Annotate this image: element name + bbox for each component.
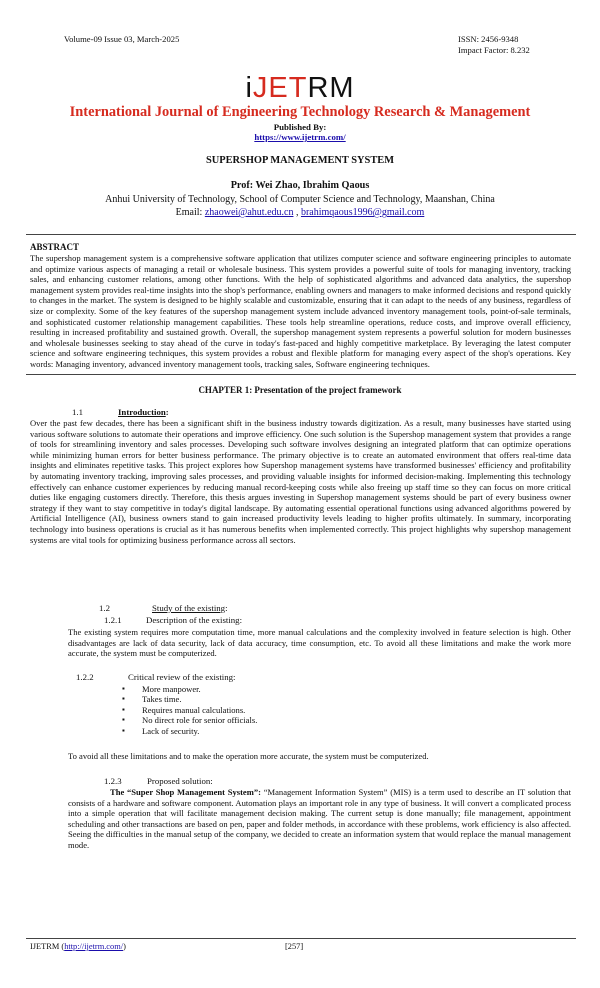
footer-divider xyxy=(26,938,576,939)
section-1-2-2-title: Critical review of the existing: xyxy=(128,672,236,682)
section-1-2-3-number: 1.2.3 xyxy=(104,776,122,786)
paper-authors: Prof: Wei Zhao, Ibrahim Qaous xyxy=(230,180,370,191)
published-by: Published By: xyxy=(273,122,327,132)
section-1-2-title: Study of the existing xyxy=(152,603,226,613)
paper-title: SUPERSHOP MANAGEMENT SYSTEM xyxy=(205,155,395,166)
logo-suffix: RM xyxy=(307,72,355,104)
list-item: ▪ Lack of security. xyxy=(122,726,257,736)
proposed-solution-text xyxy=(68,787,571,851)
page-number: [257] xyxy=(285,942,304,951)
section-1-1-title: Introduction xyxy=(118,407,166,417)
critical-review-conclusion: To avoid all these limitations and to make the operation more accurate, the system must be computerized. xyxy=(68,751,429,761)
impact-factor: Impact Factor: 8.232 xyxy=(458,45,530,55)
chapter-heading: CHAPTER 1: Presentation of the project framework xyxy=(198,385,402,395)
footer-journal-link[interactable]: http://ijetrm.com/ xyxy=(64,942,124,951)
journal-url-link[interactable]: https://www.ijetrm.com/ xyxy=(254,132,346,142)
journal-name: International Journal of Engineering Technology Research & Management xyxy=(69,104,531,120)
volume-issue: Volume-09 Issue 03, March-2025 xyxy=(64,34,180,44)
logo-prefix: i xyxy=(245,72,253,104)
list-item: ▪ More manpower. xyxy=(122,684,257,694)
abstract-heading: ABSTRACT xyxy=(30,242,80,252)
section-1-1-heading xyxy=(118,407,169,418)
critical-review-list xyxy=(122,684,257,736)
list-item: ▪ Takes time. xyxy=(122,694,257,704)
section-1-2-colon: : xyxy=(225,603,228,613)
abstract-divider xyxy=(26,374,576,375)
email-separator: , xyxy=(293,207,301,218)
introduction-text: Over the past few decades, there has been a significant shift in the business industry towards digitization. As a result, many businesses have started using various software solutions to automate their operations and improve efficiency. One such solution is the Supershop management system that provides a range of tools for streamlining inventory and sales processes. Developing such software involves designing an integrated platform that can optimize operations while minimizing human errors for better business performance. The primary objective is to create an automated environment that offers real-time data insights and eliminates repetitive tasks. This project explores how Supershop management systems have transformed businesses' efficiency and profitability by automating inventory tracking, improving sales processes, and providing valuable insights for informed decision-making. Implementing this technology effectively can enhance customer experiences by reducing manual record-keeping costs while also freeing up staff time so they can focus on more critical duties like engaging customers directly. Therefore, this thesis argues investing in Supershop management systems should be part of every business owner strategy if they want to stay competitive in today's digital landscape. By automating essential operational functions using advanced algorithms powered by Artificial Intelligence (AI), business owners stand to gain increased productivity levels leading to higher profits ultimately. In summary, incorporating technology into business operations is crucial as it has numerous benefits when implemented correctly. This project highlights why supershop management systems are vital tools for optimizing business performance across all sectors. xyxy=(30,418,571,545)
section-1-2-heading xyxy=(152,603,228,614)
section-1-1-colon: : xyxy=(165,407,169,417)
email-link-2[interactable]: brahimqaous1996@gmail.com xyxy=(300,207,425,218)
footer-journal: IJETRM (http://ijetrm.com/) xyxy=(30,942,126,951)
abstract-text: The supershop management system is a comprehensive software application that utilizes computer science and software engineering principles to automate and optimize various aspects of managing a retail or wholesale business. This system provides a powerful suite of tools for managing inventory, tracking sales, and enhancing customer relations, among other functions. With the help of sophisticated algorithms and advanced data analytics, the supershop management system provides real-time insights into the shop's performance, enabling owners and managers to make informed decisions and respond quickly to changes in the market. The system is designed to be highly scalable and customizable, ensuring that it can adapt to the needs of any business, regardless of size or complexity. Some of the key features of the supershop management system include advanced inventory management tools, point-of-sale terminals, and sophisticated customer relationship management capabilities. These tools help streamline operations, reduce costs, and improve overall efficiency, resulting in increased profitability and sustained growth. Overall, the supershop management system represents a powerful solution for modern businesses and wholesale businesses seeking to stay ahead of the curve in today's fast-paced and highly competitive marketplace. By leveraging the latest computer science and software engineering techniques, this system provides a robust and flexible platform for managing every aspect of the shop's operations. Key words: Managing inventory, advanced inventory management tools, tracking sales, Software engineering techniques. xyxy=(30,253,571,369)
issn: ISSN: 2456-9348 xyxy=(458,34,519,44)
top-divider xyxy=(26,234,576,235)
email-link-1[interactable]: zhaowei@ahut.edu.cn xyxy=(204,207,294,218)
email-label: Email: xyxy=(175,207,203,218)
journal-logo xyxy=(0,72,600,105)
list-item: ▪ Requires manual calculations. xyxy=(122,705,257,715)
section-1-1-number: 1.1 xyxy=(72,407,83,417)
section-1-2-number: 1.2 xyxy=(99,603,110,613)
section-1-2-1-title: Description of the existing: xyxy=(146,615,243,625)
section-1-2-3-title: Proposed solution: xyxy=(147,776,213,786)
proposed-solution-body: “Management Information System” (MIS) is a term used to describe an IT solution that consists of a hardware and software component. Automation plays an important role in any type of business. It will convert a complicated process into a simple operation that will facilitate management decision making. The current setup is done manually; file management, appointment scheduling and other transactions are based on pen, paper and folder methods, in accordance with these problems, work efficiency is also affected. Seeing the difficulties in the manual setup of the company, we decided to create an information system that would replace the manual management mode. xyxy=(68,787,571,850)
list-item: ▪ No direct role for senior officials. xyxy=(122,715,257,725)
section-1-2-2-number: 1.2.2 xyxy=(76,672,94,682)
logo-red: JET xyxy=(252,72,308,104)
existing-description-text: The existing system requires more computation time, more manual calculations and the complexity involved in feature selection is high. Other disadvantages are lack of data security, lack of data accuracy, time consumption, etc. To avoid all these limitations and make the work more accurate, the system must be computerized. xyxy=(68,627,571,659)
author-affiliation: Anhui University of Technology, School of Computer Science and Technology, Maanshan, China xyxy=(105,194,495,205)
author-emails xyxy=(0,207,600,218)
section-1-2-1-number: 1.2.1 xyxy=(104,615,122,625)
footer-journal-name: IJETRM xyxy=(30,942,60,951)
proposed-solution-bold: The “Super Shop Management System”: xyxy=(110,787,261,797)
